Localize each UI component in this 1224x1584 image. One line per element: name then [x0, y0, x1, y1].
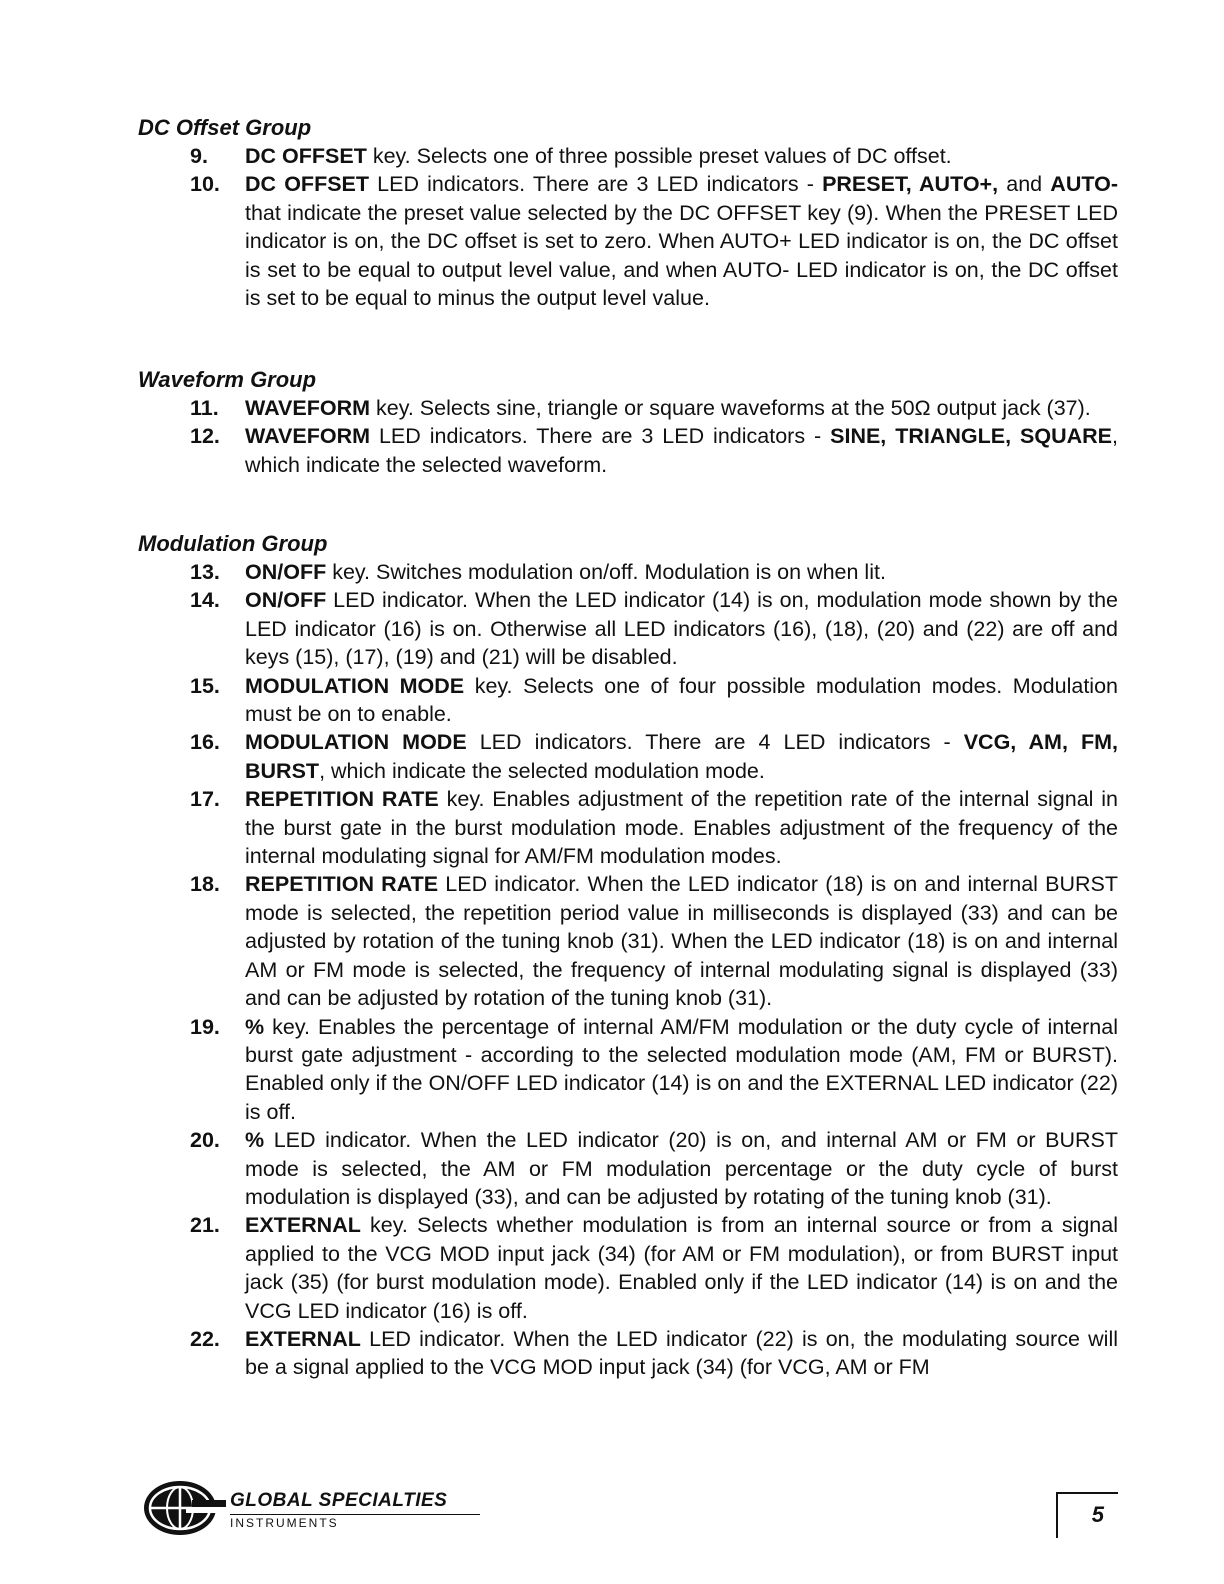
- brand-subtitle: INSTRUMENTS: [230, 1516, 339, 1530]
- list-item: [138, 170, 1118, 312]
- item-text: % key. Enables the percentage of internal AM/FM modulation or the duty cycle of internal burst gate adjustment - according to the selected modulation mode (AM, FM or BURST). Enabled only if the ON/OFF LED indicator (14) is on and the EXTERNAL LED indicator (22) is off.: [245, 1014, 1118, 1124]
- list-item: [138, 870, 1118, 1012]
- page-number-box: [1056, 1492, 1118, 1538]
- item-number: 14.: [190, 588, 220, 613]
- item-number: 11.: [190, 396, 219, 420]
- list-item: [138, 728, 1118, 785]
- item-text: EXTERNAL key. Selects whether modulation is from an internal source or from a signal applied to the VCG MOD input jack (34) (for AM or FM modulation), or from BURST input jack (35) (for burst modulation mode). Enabled only if the LED indicator (14) is on and the VCG LED indicator (16) is off.: [245, 1213, 1118, 1323]
- item-text: WAVEFORM key. Selects sine, triangle or square waveforms at the 50Ω output jack (37).: [245, 396, 1091, 420]
- item-text: MODULATION MODE LED indicators. There are 4 LED indicators - VCG, AM, FM, BURST, which indicate the selected modulation mode.: [245, 730, 1118, 783]
- item-text: MODULATION MODE key. Selects one of four possible modulation modes. Modulation must be on to enable.: [245, 673, 1118, 727]
- item-list: [138, 142, 1118, 312]
- list-item: [138, 785, 1118, 870]
- item-text: DC OFFSET LED indicators. There are 3 LED indicators - PRESET, AUTO+, and AUTO- that indicate the preset value selected by the DC OFFSET key (9). When the PRESET LED indicator is on, the DC offset is set to zero. When AUTO+ LED indicator is on, the DC offset is set to be equal to output level value, and when AUTO- LED indicator is on, the DC offset is set to be equal to minus the output level value.: [245, 172, 1118, 311]
- item-text: REPETITION RATE key. Enables adjustment of the repetition rate of the internal signal in the burst gate in the burst modulation mode. Enables adjustment of the frequency of the internal modulating signal for AM/FM modulation modes.: [245, 787, 1119, 869]
- item-number: 12.: [190, 424, 220, 449]
- item-text: ON/OFF key. Switches modulation on/off. Modulation is on when lit.: [245, 560, 886, 584]
- item-text: DC OFFSET key. Selects one of three possible preset values of DC offset.: [245, 144, 952, 168]
- brand-name: GLOBAL SPECIALTIES: [230, 1490, 448, 1511]
- dc-offset-group: [138, 114, 1118, 312]
- item-text: WAVEFORM LED indicators. There are 3 LED indicators - SINE, TRIANGLE, SQUARE, which indicate the selected waveform.: [245, 424, 1118, 477]
- item-number: 17.: [190, 787, 220, 812]
- group-title: DC Offset Group: [138, 115, 312, 140]
- item-text: % LED indicator. When the LED indicator (20) is on, and internal AM or FM or BURST mode is selected, the AM or FM modulation percentage or the duty cycle of burst modulation is displayed (33), and can be adjusted by rotating of the tuning knob (31).: [245, 1128, 1118, 1209]
- company-logo: [140, 1478, 500, 1538]
- list-item: [138, 394, 1118, 422]
- list-item: [138, 1126, 1118, 1211]
- item-list: [138, 558, 1118, 1382]
- item-number: 18.: [190, 872, 220, 897]
- item-text: REPETITION RATE LED indicator. When the LED indicator (18) is on and internal BURST mode is selected, the repetition period value in milliseconds is displayed (33) and can be adjusted by rotation of the tuning knob (31). When the LED indicator (18) is on and internal AM or FM mode is selected, the frequency of internal modulating signal is displayed (33) and can be adjusted by rotation of the tuning knob (31).: [245, 872, 1118, 1011]
- item-number: 13.: [190, 560, 220, 584]
- item-number: 19.: [190, 1014, 220, 1039]
- list-item: [138, 1325, 1118, 1382]
- item-number: 10.: [190, 172, 220, 197]
- page-number: 5: [1091, 1502, 1104, 1527]
- item-text: ON/OFF LED indicator. When the LED indicator (14) is on, modulation mode shown by the LED indicator (16) is on. Otherwise all LED indicators (16), (18), (20) and (22) are off and keys (15), (17), (19) and (21) will be disabled.: [245, 588, 1118, 670]
- item-text: EXTERNAL LED indicator. When the LED indicator (22) is on, the modulating source will be a signal applied to the VCG MOD input jack (34) (for VCG, AM or FM: [245, 1326, 1118, 1380]
- list-item: [138, 672, 1118, 729]
- list-item: [138, 1013, 1118, 1127]
- group-title: Modulation Group: [138, 531, 328, 556]
- list-item: [138, 142, 1118, 170]
- item-list: [138, 394, 1118, 479]
- item-number: 15.: [190, 673, 220, 698]
- list-item: [138, 586, 1118, 671]
- list-item: [138, 1211, 1118, 1325]
- list-item: [138, 422, 1118, 479]
- brand-divider: [230, 1514, 480, 1515]
- item-number: 9.: [190, 144, 208, 168]
- item-number: 21.: [190, 1213, 220, 1238]
- item-number: 16.: [190, 730, 220, 755]
- modulation-group: [138, 530, 1118, 1382]
- waveform-group: [138, 366, 1118, 479]
- group-title: Waveform Group: [138, 367, 317, 392]
- item-number: 22.: [190, 1326, 220, 1351]
- item-number: 20.: [190, 1128, 220, 1153]
- list-item: [138, 558, 1118, 586]
- globe-logo-icon: [140, 1478, 226, 1538]
